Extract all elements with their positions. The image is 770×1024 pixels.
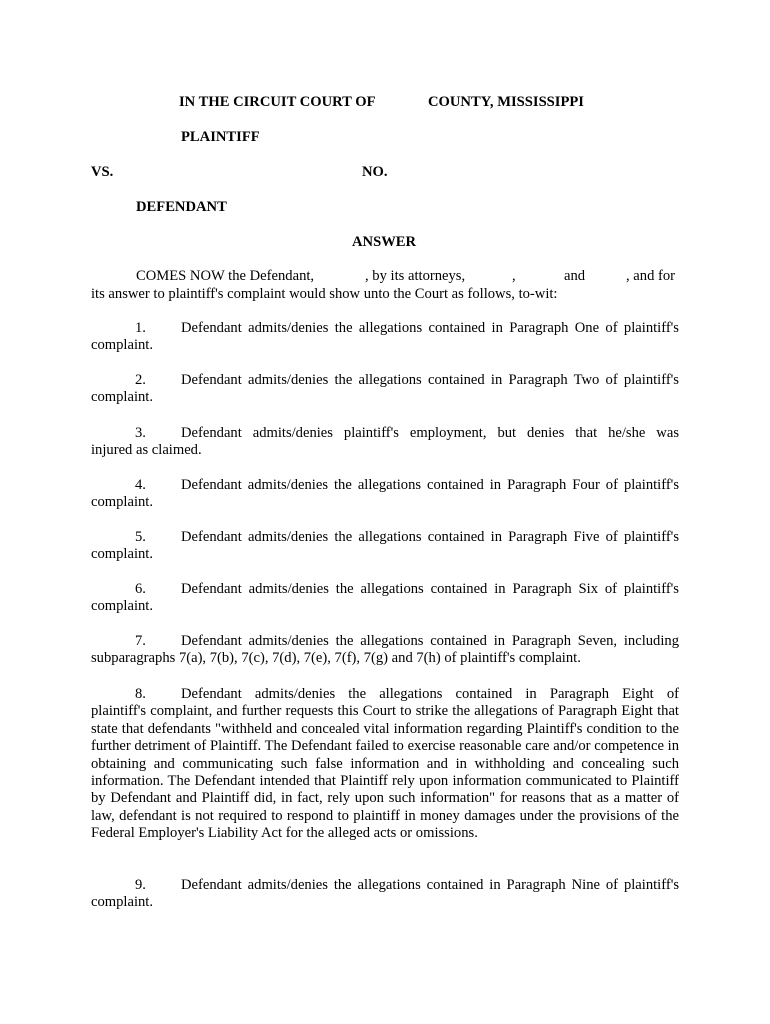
paragraph-8	[91, 686, 679, 843]
intro-part5: , and for	[626, 268, 676, 284]
paragraph-first-line: Defendant admits/denies the allegations contained in Paragraph Five of plaintiff's	[181, 529, 679, 545]
paragraph-2	[91, 372, 679, 407]
document-title: ANSWER	[352, 234, 417, 250]
paragraph-rest: plaintiff's complaint, and further requests this Court to strike the allegations of Paragraph Eight that state that defendants "withheld and concealed vital information regarding Plaintiff's condition to the further detriment of Plaintiff. The Defendant failed to exercise reasonable care and/or competence in obtaining and communicating such false information and in withholding and concealing such information. The Defendant intended that Plaintiff rely upon information communicated to Plaintiff by Defendant and Plaintiff did, in fact, rely upon such information" for reasons that as a matter of law, defendant is not required to respond to plaintiff in money damages under the provisions of the Federal Employer's Liability Act for the alleged acts or omissions.	[91, 703, 679, 842]
paragraph-3	[91, 425, 679, 460]
paragraph-9	[91, 877, 679, 912]
intro-part4: and	[564, 268, 586, 284]
intro-part1: COMES NOW the Defendant,	[136, 268, 315, 284]
paragraph-rest: complaint.	[91, 546, 154, 563]
paragraph-rest: complaint.	[91, 598, 154, 615]
defendant-label: DEFENDANT	[136, 199, 227, 215]
paragraph-4	[91, 477, 679, 512]
paragraph-rest: complaint.	[91, 494, 154, 511]
paragraph-rest: injured as claimed.	[91, 442, 202, 459]
paragraph-first-line: Defendant admits/denies the allegations contained in Paragraph Seven, including	[181, 633, 679, 649]
paragraph-number: 3.	[135, 425, 146, 441]
paragraph-first-line: Defendant admits/denies the allegations contained in Paragraph Four of plaintiff's	[181, 477, 679, 493]
paragraph-number: 2.	[135, 372, 146, 388]
court-line-left: IN THE CIRCUIT COURT OF	[179, 94, 376, 110]
paragraph-5	[91, 529, 679, 564]
paragraph-first-line: Defendant admits/denies the allegations contained in Paragraph Two of plaintiff's	[181, 372, 679, 388]
paragraph-number: 4.	[135, 477, 146, 493]
paragraph-6	[91, 581, 679, 616]
plaintiff-label: PLAINTIFF	[181, 129, 260, 145]
paragraph-first-line: Defendant admits/denies the allegations contained in Paragraph Six of plaintiff's	[181, 581, 679, 597]
paragraph-7	[91, 633, 679, 668]
paragraph-number: 7.	[135, 633, 146, 649]
paragraph-number: 9.	[135, 877, 146, 893]
paragraph-1	[91, 320, 679, 355]
paragraph-rest: complaint.	[91, 337, 154, 354]
vs-label: VS.	[91, 164, 114, 180]
paragraph-rest: complaint.	[91, 389, 154, 406]
paragraph-first-line: Defendant admits/denies the allegations contained in Paragraph Nine of plaintiff's	[181, 877, 679, 893]
paragraph-first-line: Defendant admits/denies plaintiff's employment, but denies that he/she was	[181, 425, 679, 441]
court-line-right: COUNTY, MISSISSIPPI	[428, 94, 584, 110]
paragraph-first-line: Defendant admits/denies the allegations contained in Paragraph One of plaintiff's	[181, 320, 679, 336]
paragraph-number: 8.	[135, 686, 146, 702]
paragraph-number: 1.	[135, 320, 146, 336]
intro-line2: its answer to plaintiff's complaint would show unto the Court as follows, to-wit:	[91, 286, 558, 302]
paragraph-rest: subparagraphs 7(a), 7(b), 7(c), 7(d), 7(e), 7(f), 7(g) and 7(h) of plaintiff's complaint.	[91, 650, 581, 667]
paragraph-rest: complaint.	[91, 894, 154, 911]
paragraph-number: 5.	[135, 529, 146, 545]
paragraph-first-line: Defendant admits/denies the allegations contained in Paragraph Eight of	[181, 686, 679, 702]
case-number-label: NO.	[362, 164, 388, 180]
paragraph-number: 6.	[135, 581, 146, 597]
intro-part2: , by its attorneys,	[365, 268, 466, 284]
intro-part3: ,	[512, 268, 516, 284]
